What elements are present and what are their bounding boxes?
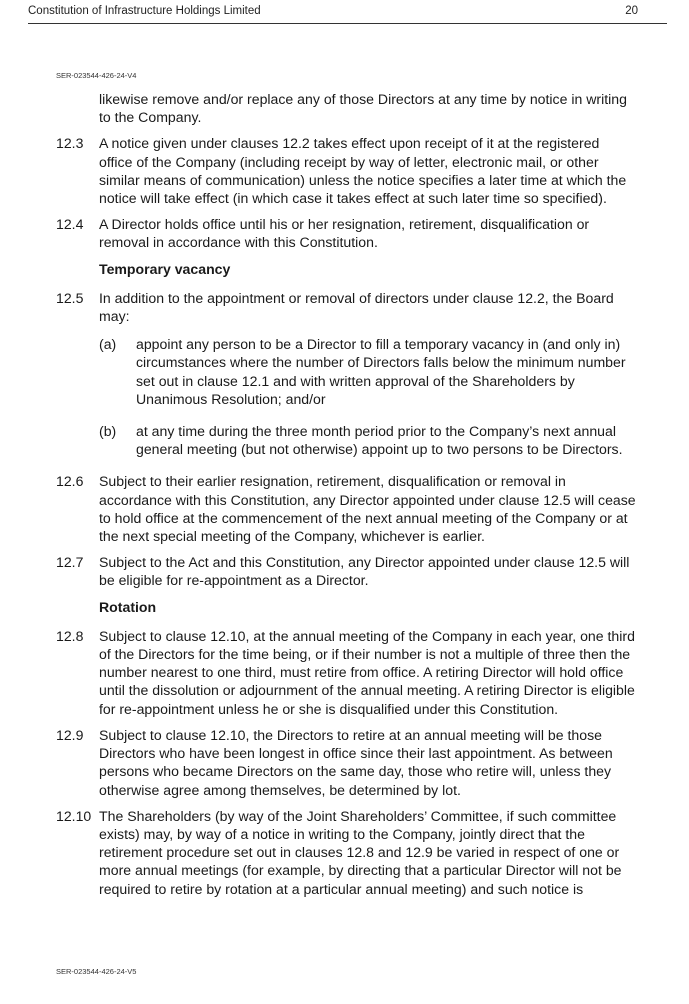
subclause-text: appoint any person to be a Director to fill a temporary vacancy in (and only in) circumstances where the number of Directors falls below the minimum number set out in clause 12.1 and with written approval of the Shareholders by Unanimous Resolution; and/or	[136, 336, 626, 407]
document-reference-bottom: SER-023544-426-24-V5	[56, 967, 137, 976]
document-title: Constitution of Infrastructure Holdings Limited	[28, 5, 261, 17]
clause-number: 12.8	[56, 627, 84, 644]
document-body	[56, 90, 636, 906]
clause-text: The Shareholders (by way of the Joint Shareholders’ Committee, if such committee exists) may, by way of a notice in writing to the Company, jointly direct that the retirement procedure set out in clauses 12.8 and 12.9 be varied in respect of one or more annual meetings (for example, by directing that a particular Director will not be required to retire by rotation at a particular annual meeting) and such notice is	[99, 807, 622, 897]
clause-12-3	[56, 134, 636, 207]
clause-12-8	[56, 627, 636, 718]
clause-number: 12.4	[56, 216, 84, 233]
clause-text: A Director holds office until his or her resignation, retirement, disqualification or removal in accordance with this Constitution.	[99, 216, 590, 251]
subclause-b	[99, 422, 636, 458]
clause-text: Subject to clause 12.10, at the annual meeting of the Company in each year, one third of the Directors for the time being, or if their number is not a multiple of three then the number nearest to one third, must retire from office. A retiring Director will hold office until the dissolution or adjournment of the annual meeting. A retiring Director is eligible for re-appointment unless he or she is disqualified under this Constitution.	[99, 627, 635, 717]
subclause-label: (a)	[99, 336, 117, 353]
clause-12-7	[56, 553, 636, 589]
clause-text: A notice given under clauses 12.2 takes effect upon receipt of it at the registered office of the Company (including receipt by way of letter, electronic mail, or other similar means of communication) unless the notice specifies a later time at which the notice will take effect (in which case it takes effect at such later time so specified).	[99, 135, 627, 207]
heading-rotation: Rotation	[99, 598, 157, 615]
clause-text: Subject to the Act and this Constitution, any Director appointed under clause 12.5 will be eligible for re-appointment as a Director.	[99, 554, 630, 589]
clause-12-9	[56, 726, 636, 799]
page-number: 20	[625, 5, 638, 17]
clause-12-4	[56, 215, 636, 251]
document-reference-top: SER-023544-426-24-V4	[56, 71, 137, 80]
clause-12-6	[56, 472, 636, 545]
subclause-text: at any time during the three month period prior to the Company’s next annual general meeting (but not otherwise) appoint up to two persons to be Directors.	[136, 423, 623, 458]
clause-number: 12.6	[56, 473, 84, 490]
header-divider	[28, 23, 667, 24]
continuation-text: likewise remove and/or replace any of those Directors at any time by notice in writing to the Company.	[99, 91, 627, 126]
heading-temporary-vacancy: Temporary vacancy	[99, 260, 231, 277]
clause-12-10	[56, 807, 636, 898]
clause-number: 12.5	[56, 289, 84, 306]
page-header	[28, 5, 638, 17]
clause-number: 12.9	[56, 726, 84, 743]
clause-number: 12.7	[56, 554, 84, 571]
clause-number: 12.10	[56, 807, 92, 824]
subclause-a	[99, 335, 636, 408]
clause-text: In addition to the appointment or removal of directors under clause 12.2, the Board may:	[99, 289, 614, 325]
subclause-label: (b)	[99, 423, 117, 440]
clause-number: 12.3	[56, 135, 84, 152]
clause-text: Subject to their earlier resignation, retirement, disqualification or removal in accordance with this Constitution, any Director appointed under clause 12.5 will cease to hold office at the commencement of the next annual meeting of the Company or at the next special meeting of the Company, whichever is earlier.	[99, 473, 636, 545]
clause-12-5	[56, 289, 636, 325]
clause-text: Subject to clause 12.10, the Directors to retire at an annual meeting will be those Directors who have been longest in office since their last appointment. As between persons who became Directors on the same day, those who retire will, unless they otherwise agree among themselves, be determined by lot.	[99, 726, 613, 798]
